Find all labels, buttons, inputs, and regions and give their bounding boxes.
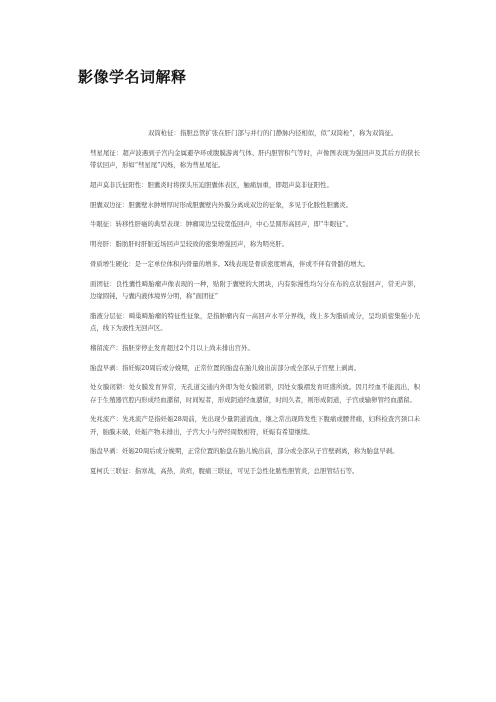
paragraph: 先兆流产：先兆流产是指妊娠28周前，先出现少量阴道流血，继之常出现阵发性下腹痛或腰背痛，妇科检查宫颈口未开，胎膜未破，妊娠产物未排出，子宫大小与停经周数相符，妊娠有希望继续。 <box>90 415 420 436</box>
paragraph: 彗星尾征：超声波遇到子宫内金属避孕环或腹膜游离气体、肝内胆管积气等时，声像图表现为强回声及其后方的狭长带状回声，形如“彗星尾”闪烁，称为彗星尾征。 <box>90 148 420 169</box>
paragraph: 骨质增生硬化：是一定单位体积内骨量的增多。X线表现是骨质密度增高，伴或不伴有骨骼的增大。 <box>90 259 370 268</box>
paragraph: 胆囊双边征：胆囊壁水肿增厚时形成胆囊壁内外膜分离成双边的征象，多见于化脓性胆囊炎。 <box>90 200 353 209</box>
document-title: 影像学名词解释 <box>78 68 187 86</box>
paragraph: 双筒枪征：指胆总管扩张在肝门部与并行的门静脉内径相似，似“双筒枪”，称为双筒征。 <box>148 129 398 137</box>
paragraph: 胎盘早剥：指妊娠20周后或分娩期，正常位置的胎盘在胎儿娩出前部分或全部从子宫壁上剥离。 <box>90 363 361 372</box>
paragraph: 胎盘早剥：妊娠20周后或分娩期，正常位置的胎盘在胎儿娩出前，部分或全部从子宫壁剥离，称为胎盘早剥。 <box>90 447 399 456</box>
paragraph: 脂液分层征：畸巢畸胎瘤的特征性征象，是指肿瘤内有一高回声水平分界线，线上多为脂质成分，呈均质密集强小光点，线下为液性无回声区。 <box>90 311 420 332</box>
paragraph: 稽留流产：指胚芽停止发育超过2个月以上尚未排出宫外。 <box>90 343 254 352</box>
paragraph: 面团征：良性囊性畸胎瘤声像表现的一种，贴附于囊壁的大团块，内有弥漫性均匀分在布的点状强回声，常无声影，边缘圆钝，与囊内液体境界分明，称“面团征” <box>90 279 420 300</box>
paragraph: 夏柯氏三联征：指寒战，高热，黄疸，腹痛三联征，可见于急性化脓性胆管炎，总胆管结石等。 <box>90 467 359 476</box>
paragraph: 明亮肝：脂肪肝时肝脏近场回声呈较致的密集增强回声，称为明亮肝。 <box>90 240 289 249</box>
paragraph: 处女膜闭锁：处女膜发育异常，无孔道交通内外即为处女膜闭锁，因处女膜褶发育旺盛所致。因月经血不能流出，积存于生殖器官腔内形成经血潴留，时间短者，形成阴道经血潴留，时间久者，则形成阴道，子宫或输卵管经血潴留。 <box>90 383 420 404</box>
document-body <box>90 127 420 485</box>
paragraph: 牛眼征：转移性肝癌的典型表现：肿瘤周边呈较宽低回声，中心呈圆形高回声，即“牛眼征”。 <box>90 220 353 229</box>
paragraph: 超声莫非氏征阳性：胆囊炎时将探头压迫胆囊体表区，触痛加重，即超声莫非征阳性。 <box>90 180 333 189</box>
